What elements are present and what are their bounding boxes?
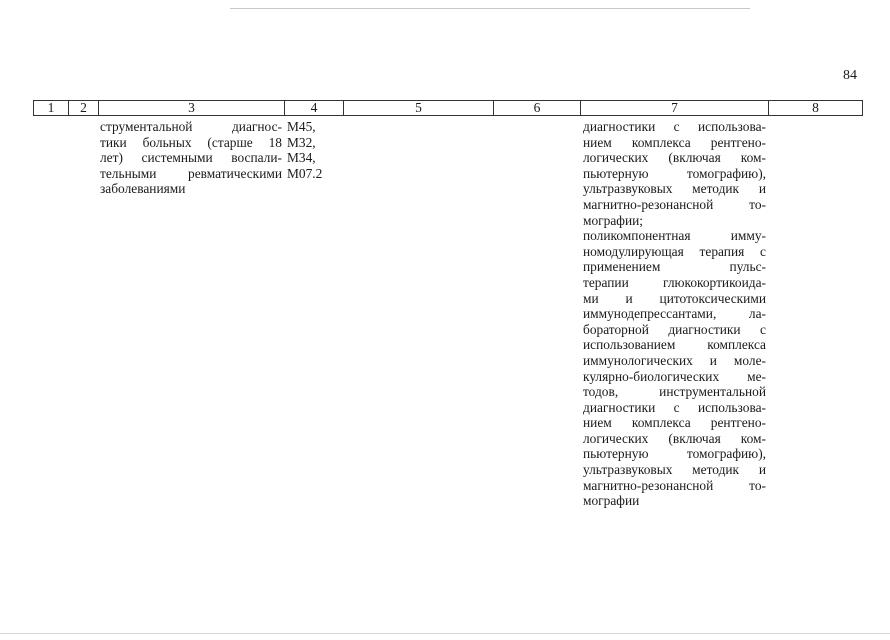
text-line: нием комплекса рентгено- (583, 134, 766, 150)
text-line: диагностики с использова- (583, 119, 766, 134)
text-line: тики больных (старше 18 (100, 134, 282, 150)
column-header-7: 7 (581, 101, 769, 116)
text-line: мографии; (583, 212, 644, 228)
scan-edge-bottom (0, 633, 890, 634)
text-line: магнитно-резонансной то- (583, 196, 766, 212)
text-line: струментальной диагнос- (100, 119, 282, 134)
column-header-row (33, 100, 863, 116)
column-header-4: 4 (285, 101, 344, 116)
column-header-6: 6 (494, 101, 581, 116)
text-line: использованием комплекса (583, 337, 766, 353)
column-header-3: 3 (99, 101, 285, 116)
text-line: применением пульс- (583, 259, 766, 275)
column-header-5: 5 (344, 101, 494, 116)
text-line: бораторной диагностики с (583, 321, 766, 337)
text-line: ультразвуковых методик и (583, 181, 766, 197)
text-line: тельными ревматическими (100, 165, 282, 181)
column-4-codes (287, 119, 342, 181)
text-line: ми и цитотоксическими (583, 290, 766, 306)
text-line: M34, (287, 150, 316, 166)
text-line: заболеваниями (100, 181, 186, 197)
text-line: M32, (287, 134, 316, 150)
column-header-2: 2 (69, 101, 99, 116)
column-3-text (100, 119, 282, 197)
text-line: ультразвуковых методик и (583, 462, 766, 478)
column-7-text (583, 119, 766, 509)
page-number: 84 (843, 68, 857, 83)
text-line: пьютерную томографию), (583, 165, 766, 181)
text-line: тодов, инструментальной (583, 384, 766, 400)
text-line: иммунодепрессантами, ла- (583, 306, 766, 322)
text-line: иммунологических и моле- (583, 352, 766, 368)
text-line: поликомпонентная имму- (583, 228, 766, 244)
text-line: терапии глюкокортикоида- (583, 274, 766, 290)
text-line: кулярно-биологических ме- (583, 368, 766, 384)
scan-edge-top (230, 8, 750, 9)
text-line: нием комплекса рентгено- (583, 415, 766, 431)
text-line: логических (включая ком- (583, 150, 766, 166)
text-line: M07.2 (287, 165, 323, 181)
text-line: мографии (583, 493, 640, 509)
text-line: диагностики с использова- (583, 399, 766, 415)
text-line: M45, (287, 119, 316, 134)
text-line: лет) системными воспали- (100, 150, 282, 166)
text-line: пьютерную томографию), (583, 446, 766, 462)
text-line: номодулирующая терапия с (583, 243, 766, 259)
text-line: магнитно-резонансной то- (583, 477, 766, 493)
column-header-8: 8 (769, 101, 863, 116)
text-line: логических (включая ком- (583, 430, 766, 446)
column-header-1: 1 (34, 101, 69, 116)
